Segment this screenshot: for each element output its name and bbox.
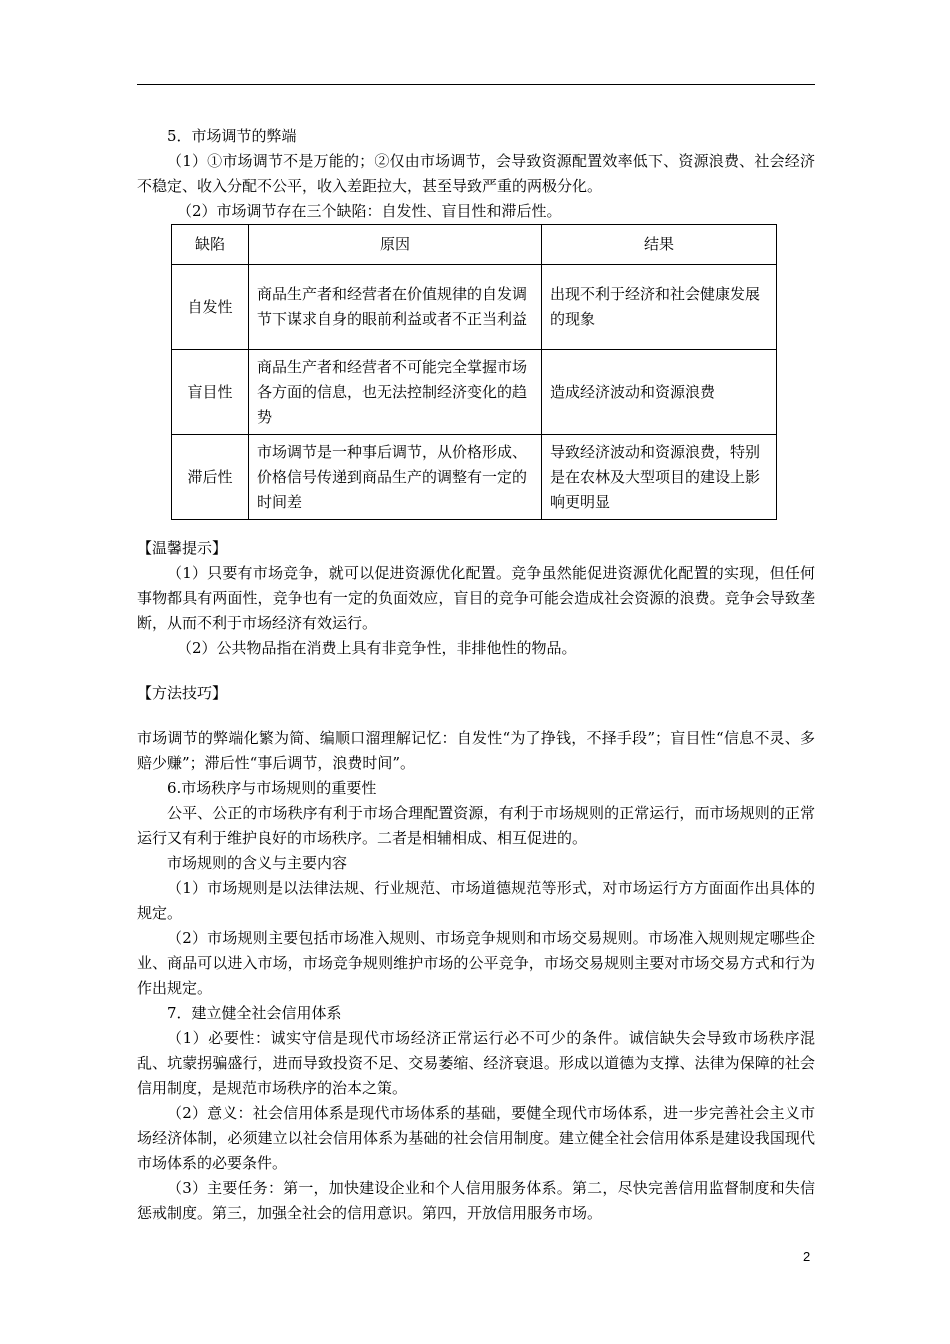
table-row (172, 435, 777, 520)
defect-cell: 滞后性 (172, 435, 249, 520)
table-row (172, 350, 777, 435)
tips-title: 【温馨提示】 (137, 539, 228, 557)
defect-cell: 盲目性 (172, 350, 249, 435)
section-6-para-3: （2）市场规则主要包括市场准入规则、市场竞争规则和市场交易规则。市场准入规则规定哪些企业、商品可以进入市场，市场竞争规则维护市场的公平竞争，市场交易规则主要对市场交易方式和行为作出规定。 (137, 929, 815, 997)
result-cell: 出现不利于经济和社会健康发展的现象 (542, 265, 777, 350)
defect-cell: 自发性 (172, 265, 249, 350)
header-defect: 缺陷 (172, 225, 249, 265)
section-5-para-1: （1）①市场调节不是万能的；②仅由市场调节，会导致资源配置效率低下、资源浪费、社会经济不稳定、收入分配不公平，收入差距拉大，甚至导致严重的两极分化。 (137, 152, 815, 195)
section-6-para-1: 公平、公正的市场秩序有利于市场合理配置资源，有利于市场规则的正常运行，而市场规则的正常运行又有利于维护良好的市场秩序。二者是相辅相成、相互促进的。 (137, 804, 815, 847)
section-7-heading: 7．建立健全社会信用体系 (167, 1004, 342, 1022)
header-rule (137, 84, 815, 85)
cause-cell: 市场调节是一种事后调节，从价格形成、价格信号传递到商品生产的调整有一定的时间差 (249, 435, 542, 520)
page-number: 2 (803, 1249, 811, 1264)
method-title: 【方法技巧】 (137, 684, 228, 702)
section-6-para-2: （1）市场规则是以法律法规、行业规范、市场道德规范等形式，对市场运行方方面面作出具体的规定。 (137, 879, 815, 922)
section-7-para-2: （2）意义：社会信用体系是现代市场体系的基础，要健全现代市场体系，进一步完善社会主义市场经济体制，必须建立以社会信用体系为基础的社会信用制度。建立健全社会信用体系是建设我国现代市场体系的必要条件。 (137, 1104, 815, 1172)
section-7-para-3: （3）主要任务：第一，加快建设企业和个人信用服务体系。第二，尽快完善信用监督制度和失信惩戒制度。第三，加强全社会的信用意识。第四，开放信用服务市场。 (137, 1179, 815, 1222)
header-cause: 原因 (249, 225, 542, 265)
cause-cell: 商品生产者和经营者不可能完全掌握市场各方面的信息，也无法控制经济变化的趋势 (249, 350, 542, 435)
header-result: 结果 (542, 225, 777, 265)
section-5-heading: 5．市场调节的弊端 (167, 127, 297, 145)
method-para-1: 市场调节的弊端化繁为简、编顺口溜理解记忆：自发性“为了挣钱，不择手段”；盲目性“信息不灵、多赔少赚”；滞后性“事后调节，浪费时间”。 (137, 729, 815, 772)
cause-cell: 商品生产者和经营者在价值规律的自发调节下谋求自身的眼前利益或者不正当利益 (249, 265, 542, 350)
section-7-para-1: （1）必要性：诚实守信是现代市场经济正常运行必不可少的条件。诚信缺失会导致市场秩序混乱、坑蒙拐骗盛行，进而导致投资不足、交易萎缩、经济衰退。形成以道德为支撑、法律为保障的社会信用制度，是规范市场秩序的治本之策。 (137, 1029, 815, 1097)
section-6-subheading: 市场规则的含义与主要内容 (167, 854, 348, 872)
section-6-heading: 6.市场秩序与市场规则的重要性 (167, 779, 377, 797)
table-row (172, 265, 777, 350)
defects-table (171, 224, 777, 520)
table-header-row (172, 225, 777, 265)
tips-para-2: （2）公共物品指在消费上具有非竞争性，非排他性的物品。 (177, 639, 577, 657)
result-cell: 导致经济波动和资源浪费，特别是在农林及大型项目的建设上影响更明显 (542, 435, 777, 520)
page-content (137, 124, 815, 1226)
section-5-para-2: （2）市场调节存在三个缺陷：自发性、盲目性和滞后性。 (177, 202, 562, 220)
tips-para-1: （1）只要有市场竞争，就可以促进资源优化配置。竞争虽然能促进资源优化配置的实现，但任何事物都具有两面性，竞争也有一定的负面效应，盲目的竞争可能会造成社会资源的浪费。竞争会导致垄断，从而不利于市场经济有效运行。 (137, 564, 815, 632)
result-cell: 造成经济波动和资源浪费 (542, 350, 777, 435)
